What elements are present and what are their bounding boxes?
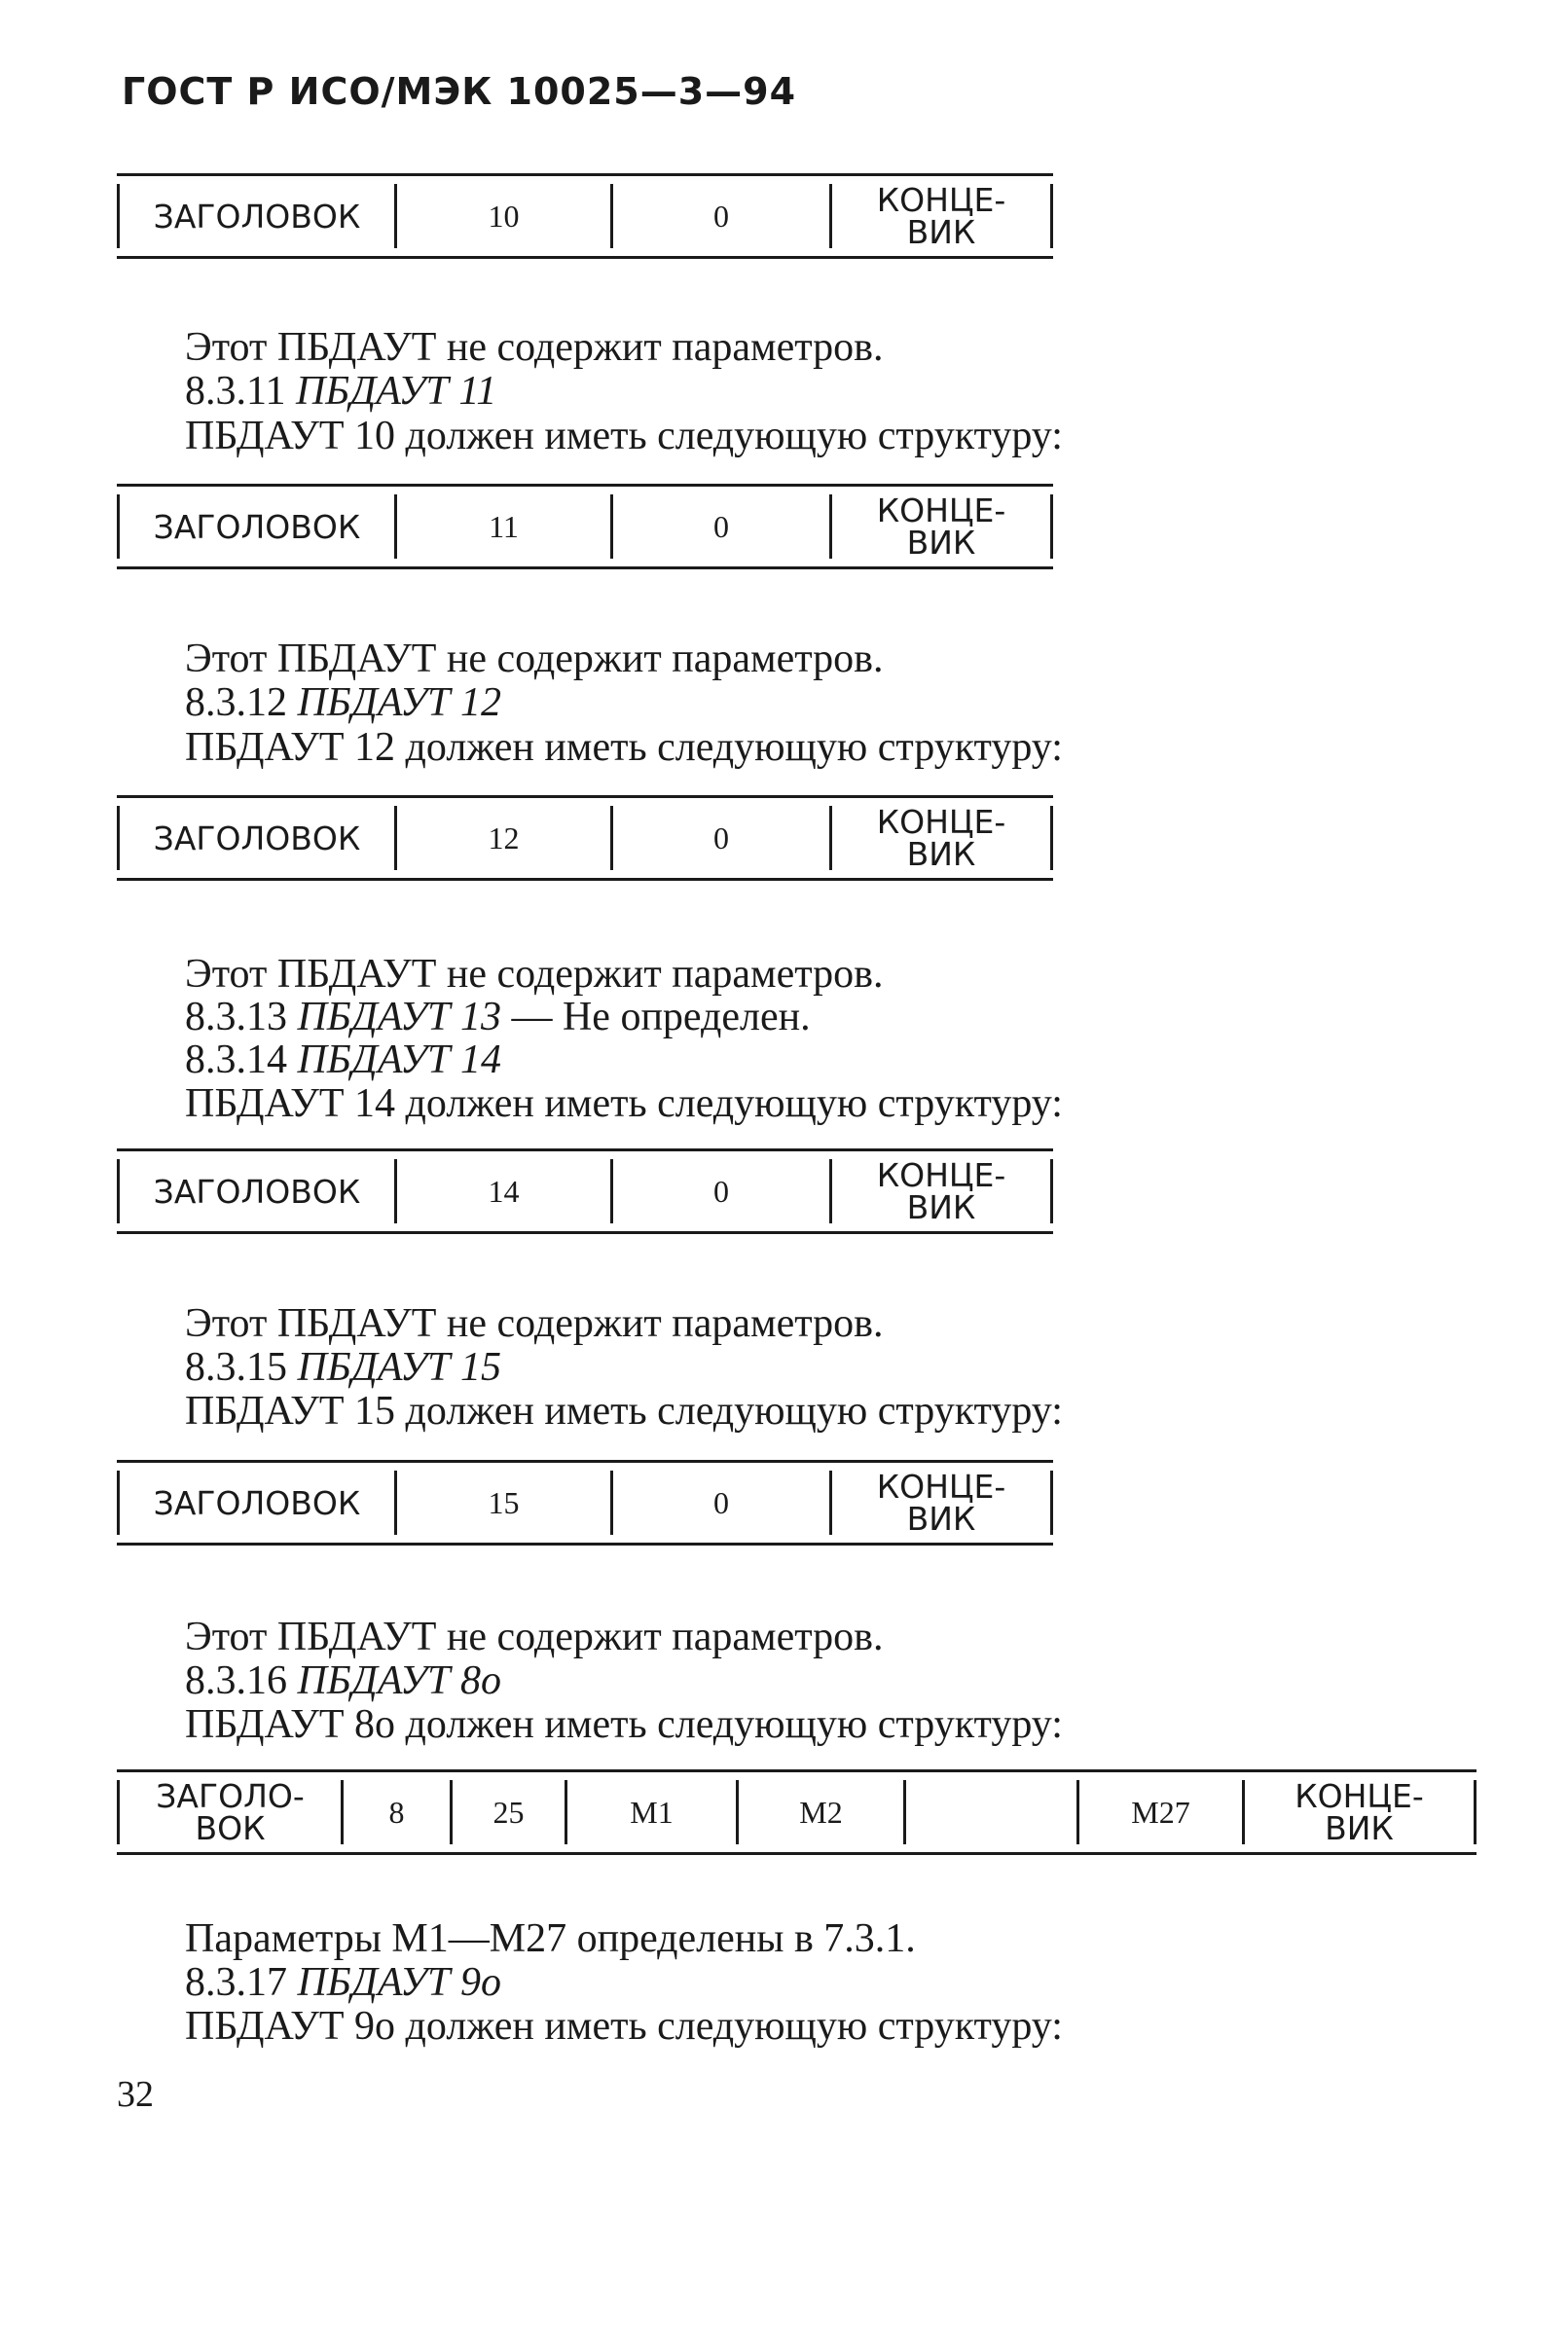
header-cell: ЗАГОЛОВОК	[153, 197, 361, 236]
section-heading-8-3-16: 8.3.16 ПБДАУТ 8о	[185, 1658, 501, 1703]
section-heading-8-3-11: 8.3.11 ПБДАУТ 11	[185, 369, 497, 414]
text-line: ПБДАУТ 9о должен иметь следующую структуру:	[185, 2004, 1063, 2049]
structure-table-8o	[117, 1769, 1477, 1855]
header-cell: ЗАГОЛОВОК	[153, 1483, 361, 1522]
text-line: ПБДАУТ 12 должен иметь следующую структуру:	[185, 725, 1063, 770]
text-line: Этот ПБДАУТ не содержит параметров.	[185, 637, 884, 681]
code-cell: 10	[488, 199, 520, 234]
text-line: ПБДАУТ 14 должен иметь следующую структуру:	[185, 1081, 1063, 1126]
section-heading-8-3-15: 8.3.15 ПБДАУТ 15	[185, 1345, 501, 1390]
section-heading-8-3-13: 8.3.13 ПБДАУТ 13 — Не определен.	[185, 995, 811, 1039]
text-line: Этот ПБДАУТ не содержит параметров.	[185, 1615, 884, 1659]
code-cell: 11	[489, 509, 519, 544]
code-cell: 14	[488, 1174, 520, 1209]
structure-table-10	[117, 173, 1053, 259]
header-cell: ЗАГОЛОВОК	[153, 819, 361, 857]
header-cell: ЗАГОЛОВОК	[153, 507, 361, 546]
section-heading-8-3-14: 8.3.14 ПБДАУТ 14	[185, 1037, 501, 1082]
text-line: Этот ПБДАУТ не содержит параметров.	[185, 1301, 884, 1346]
code-cell: 8	[388, 1795, 405, 1830]
trailer-cell: КОНЦЕ- ВИК	[876, 491, 1006, 562]
structure-table-14	[117, 1148, 1053, 1234]
param-cell-m1: M1	[630, 1795, 674, 1830]
length-cell: 0	[713, 1485, 729, 1520]
document-header: ГОСТ Р ИСО/МЭК 10025—3—94	[122, 70, 797, 113]
structure-table-12	[117, 795, 1053, 881]
text-line: ПБДАУТ 15 должен иметь следующую структуру:	[185, 1389, 1063, 1434]
header-cell: ЗАГОЛО- ВОК	[156, 1777, 305, 1847]
section-heading-8-3-17: 8.3.17 ПБДАУТ 9о	[185, 1960, 501, 2005]
page-number: 32	[117, 2074, 154, 2115]
code-cell: 15	[488, 1485, 520, 1520]
trailer-cell: КОНЦЕ- ВИК	[876, 803, 1006, 873]
length-cell: 25	[492, 1795, 525, 1830]
text-line: Параметры M1—M27 определены в 7.3.1.	[185, 1916, 916, 1961]
length-cell: 0	[713, 509, 729, 544]
trailer-cell: КОНЦЕ- ВИК	[876, 1468, 1006, 1538]
trailer-cell: КОНЦЕ- ВИК	[876, 1156, 1006, 1226]
text-line: ПБДАУТ 10 должен иметь следующую структуру:	[185, 414, 1063, 458]
text-line: Этот ПБДАУТ не содержит параметров.	[185, 952, 884, 997]
length-cell: 0	[713, 199, 729, 234]
text-line: ПБДАУТ 8о должен иметь следующую структуру:	[185, 1702, 1063, 1747]
text-line: Этот ПБДАУТ не содержит параметров.	[185, 325, 884, 370]
param-cell-m27: M27	[1131, 1795, 1190, 1830]
trailer-cell: КОНЦЕ- ВИК	[876, 181, 1006, 251]
length-cell: 0	[713, 820, 729, 855]
structure-table-15	[117, 1460, 1053, 1546]
length-cell: 0	[713, 1174, 729, 1209]
header-cell: ЗАГОЛОВОК	[153, 1172, 361, 1211]
trailer-cell: КОНЦЕ- ВИК	[1295, 1777, 1424, 1847]
code-cell: 12	[488, 820, 520, 855]
section-heading-8-3-12: 8.3.12 ПБДАУТ 12	[185, 680, 501, 725]
structure-table-11	[117, 484, 1053, 569]
param-cell-m2: M2	[799, 1795, 843, 1830]
